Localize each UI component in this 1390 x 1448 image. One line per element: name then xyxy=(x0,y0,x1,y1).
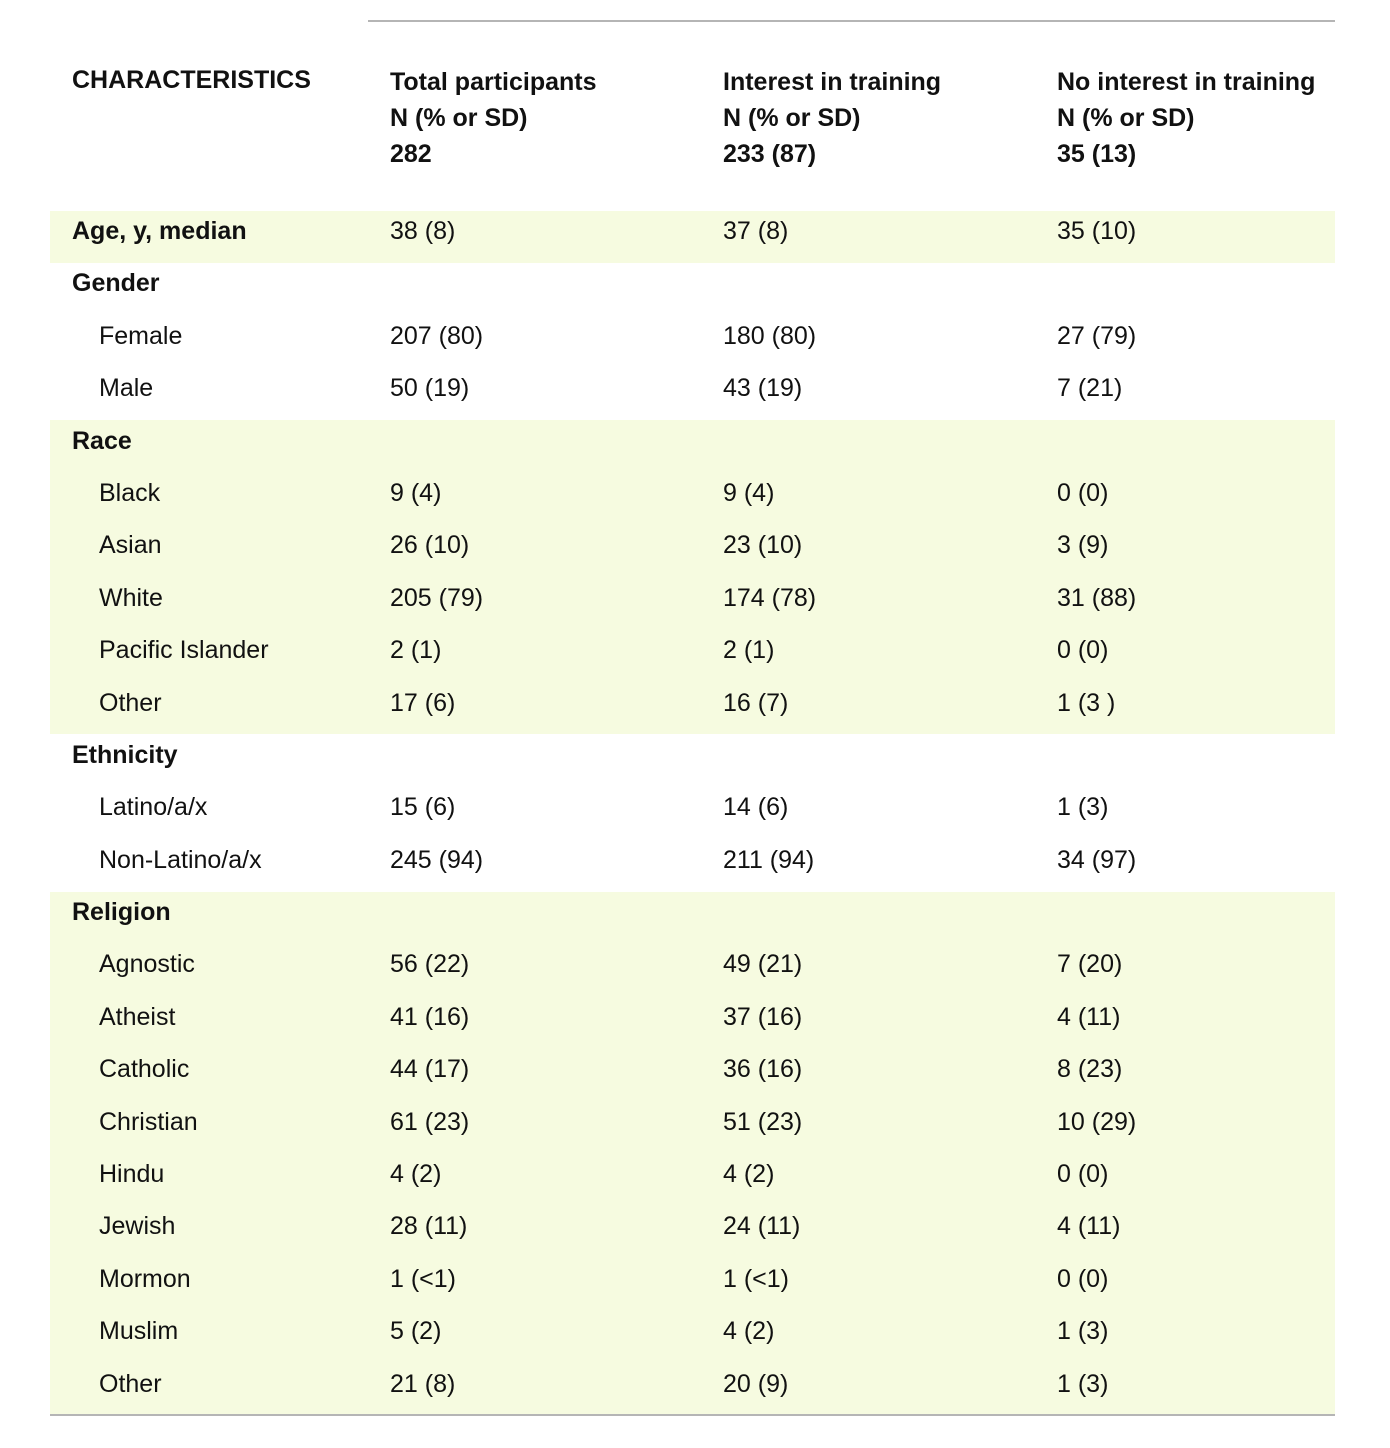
cell-no-interest: 7 (21) xyxy=(1057,374,1123,403)
cell-total: 205 (79) xyxy=(390,583,484,612)
header-total-participants xyxy=(390,64,597,172)
cell-interest: 49 (21) xyxy=(723,950,803,979)
cell-total: 28 (11) xyxy=(390,1212,468,1241)
table-row xyxy=(50,1200,1335,1252)
row-label: White xyxy=(99,583,163,612)
table-row xyxy=(50,362,1335,414)
section-label: Gender xyxy=(72,269,160,298)
cell-no-interest: 0 (0) xyxy=(1057,478,1109,507)
row-label: Male xyxy=(99,374,154,403)
table-row xyxy=(50,886,1335,938)
table-header xyxy=(50,62,1335,202)
cell-total: 26 (10) xyxy=(390,531,470,560)
header-n: 282 xyxy=(390,140,432,168)
cell-total: 9 (4) xyxy=(390,478,442,507)
cell-interest: 2 (1) xyxy=(723,636,775,665)
cell-interest: 16 (7) xyxy=(723,688,789,717)
cell-total: 207 (80) xyxy=(390,321,484,350)
cell-no-interest: 7 (20) xyxy=(1057,950,1123,979)
cell-no-interest: 4 (11) xyxy=(1057,1002,1121,1031)
header-n: 35 (13) xyxy=(1057,140,1137,168)
cell-no-interest: 0 (0) xyxy=(1057,636,1109,665)
table-row xyxy=(50,781,1335,833)
row-label: Asian xyxy=(99,531,162,560)
table-row xyxy=(50,205,1335,257)
table-row xyxy=(50,677,1335,729)
table-row xyxy=(50,1043,1335,1095)
cell-no-interest: 0 (0) xyxy=(1057,1264,1109,1293)
header-title: Interest in training xyxy=(723,68,942,96)
cell-no-interest: 0 (0) xyxy=(1057,1160,1109,1189)
cell-interest: 4 (2) xyxy=(723,1160,775,1189)
cell-total: 38 (8) xyxy=(390,217,456,245)
header-subtitle: N (% or SD) xyxy=(723,104,861,132)
cell-no-interest: 1 (3 ) xyxy=(1057,688,1116,717)
row-label: Pacific Islander xyxy=(99,636,269,665)
cell-no-interest: 3 (9) xyxy=(1057,531,1109,560)
header-characteristics-label: CHARACTERISTICS xyxy=(72,66,311,94)
cell-interest: 211 (94) xyxy=(723,845,815,874)
table-row xyxy=(50,1253,1335,1305)
row-label: Other xyxy=(99,1369,162,1398)
row-label: Muslim xyxy=(99,1317,179,1346)
header-no-interest-in-training xyxy=(1057,64,1315,172)
row-label: Black xyxy=(99,478,161,507)
table-row xyxy=(50,310,1335,362)
row-label: Christian xyxy=(99,1107,198,1136)
header-title: Total participants xyxy=(390,68,597,96)
cell-no-interest: 1 (3) xyxy=(1057,1317,1109,1346)
table-row xyxy=(50,467,1335,519)
cell-no-interest: 1 (3) xyxy=(1057,1369,1109,1398)
row-label: Agnostic xyxy=(99,950,195,979)
table-row xyxy=(50,729,1335,781)
table-row xyxy=(50,1148,1335,1200)
cell-total: 245 (94) xyxy=(390,845,484,874)
cell-no-interest: 10 (29) xyxy=(1057,1107,1137,1136)
row-label: Jewish xyxy=(99,1212,176,1241)
cell-no-interest: 35 (10) xyxy=(1057,217,1137,245)
cell-interest: 1 (<1) xyxy=(723,1264,790,1293)
row-label: Other xyxy=(99,688,162,717)
table-row xyxy=(50,257,1335,309)
header-n: 233 (87) xyxy=(723,140,817,168)
section-label: Race xyxy=(72,426,132,455)
cell-total: 1 (<1) xyxy=(390,1264,457,1293)
cell-no-interest: 27 (79) xyxy=(1057,321,1137,350)
header-subtitle: N (% or SD) xyxy=(390,104,528,132)
cell-interest: 51 (23) xyxy=(723,1107,803,1136)
header-interest-in-training xyxy=(723,64,941,172)
cell-interest: 9 (4) xyxy=(723,478,775,507)
cell-no-interest: 1 (3) xyxy=(1057,793,1109,822)
cell-interest: 36 (16) xyxy=(723,1055,803,1084)
cell-total: 41 (16) xyxy=(390,1002,470,1031)
cell-total: 2 (1) xyxy=(390,636,442,665)
cell-interest: 174 (78) xyxy=(723,583,817,612)
cell-total: 5 (2) xyxy=(390,1317,442,1346)
cell-interest: 4 (2) xyxy=(723,1317,775,1346)
cell-interest: 43 (19) xyxy=(723,374,803,403)
row-label: Hindu xyxy=(99,1160,165,1189)
cell-interest: 37 (16) xyxy=(723,1002,803,1031)
section-label: Ethnicity xyxy=(72,740,178,769)
cell-interest: 24 (11) xyxy=(723,1212,801,1241)
cell-total: 4 (2) xyxy=(390,1160,442,1189)
cell-no-interest: 8 (23) xyxy=(1057,1055,1123,1084)
row-label: Non-Latino/a/x xyxy=(99,845,262,874)
table-row xyxy=(50,624,1335,676)
table-row xyxy=(50,834,1335,886)
section-label: Religion xyxy=(72,898,171,927)
cell-total: 21 (8) xyxy=(390,1369,456,1398)
row-label: Mormon xyxy=(99,1264,191,1293)
row-label: Latino/a/x xyxy=(99,793,208,822)
table-row xyxy=(50,1096,1335,1148)
table-bottom-rule xyxy=(50,1414,1335,1416)
header-title: No interest in training xyxy=(1057,68,1316,96)
cell-total: 17 (6) xyxy=(390,688,456,717)
table-row xyxy=(50,415,1335,467)
cell-no-interest: 34 (97) xyxy=(1057,845,1137,874)
cell-total: 15 (6) xyxy=(390,793,456,822)
cell-interest: 20 (9) xyxy=(723,1369,789,1398)
table-row xyxy=(50,1305,1335,1357)
cell-interest: 37 (8) xyxy=(723,217,789,245)
header-subtitle: N (% or SD) xyxy=(1057,104,1195,132)
table-row xyxy=(50,572,1335,624)
cell-no-interest: 4 (11) xyxy=(1057,1212,1121,1241)
cell-interest: 23 (10) xyxy=(723,531,803,560)
header-characteristics xyxy=(72,62,311,98)
cell-total: 44 (17) xyxy=(390,1055,470,1084)
cell-no-interest: 31 (88) xyxy=(1057,583,1137,612)
cell-total: 50 (19) xyxy=(390,374,470,403)
table-row xyxy=(50,519,1335,571)
cell-interest: 180 (80) xyxy=(723,321,817,350)
table-row xyxy=(50,1358,1335,1410)
row-label: Atheist xyxy=(99,1002,176,1031)
table-row xyxy=(50,938,1335,990)
row-label: Female xyxy=(99,321,183,350)
table-body xyxy=(50,205,1335,1410)
table-top-rule xyxy=(368,20,1335,22)
row-label: Age, y, median xyxy=(72,217,247,245)
cell-total: 56 (22) xyxy=(390,950,470,979)
cell-interest: 14 (6) xyxy=(723,793,789,822)
table-row xyxy=(50,991,1335,1043)
row-label: Catholic xyxy=(99,1055,190,1084)
cell-total: 61 (23) xyxy=(390,1107,470,1136)
